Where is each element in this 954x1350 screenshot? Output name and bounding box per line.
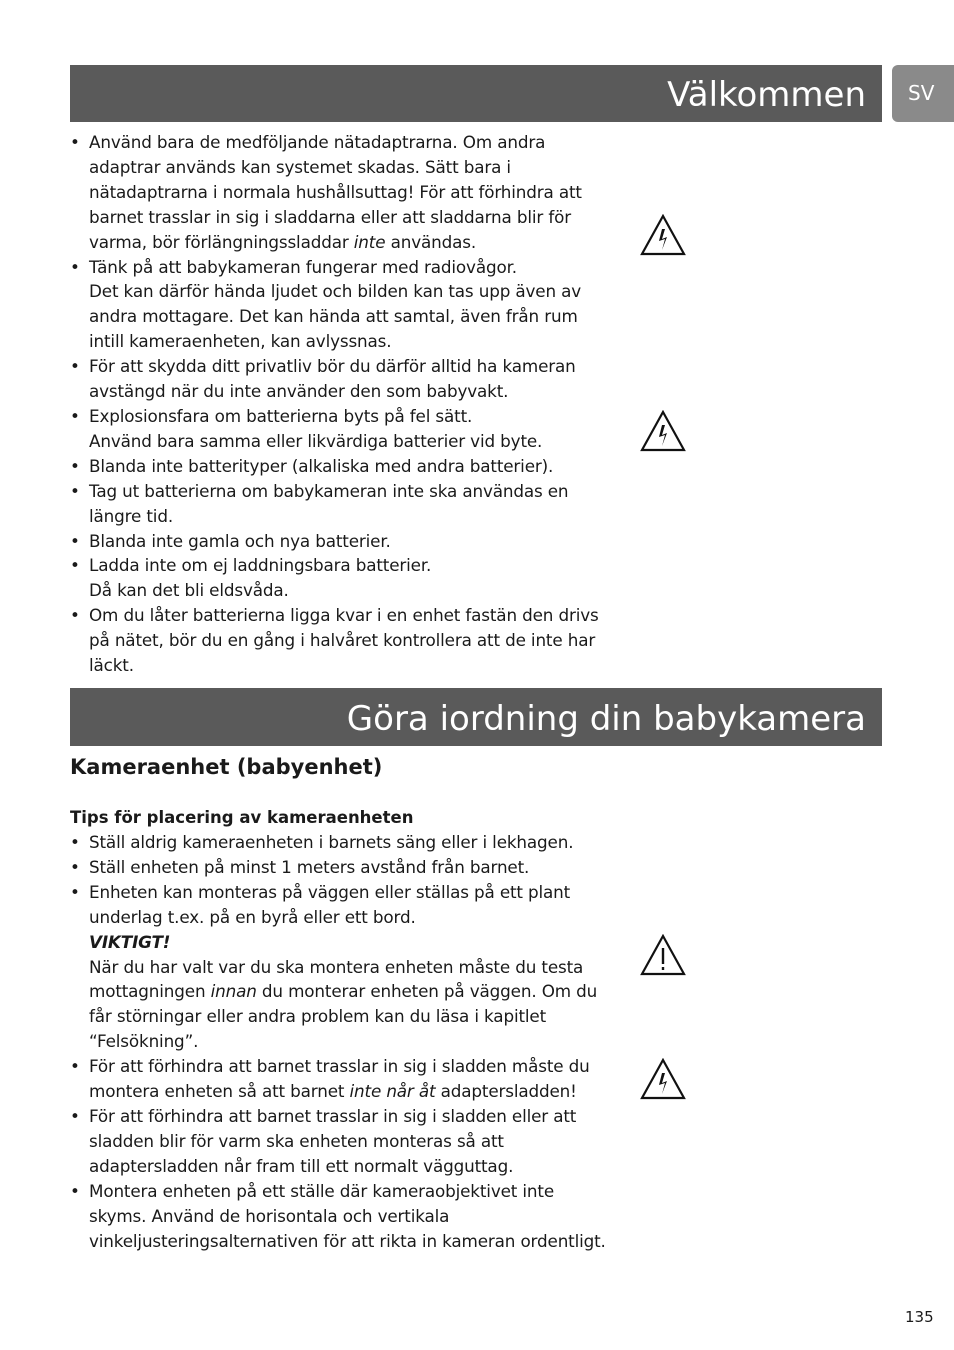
- text-part: mottagningen: [89, 981, 211, 1002]
- placement-tips-list: [70, 830, 610, 1253]
- text-line: vinkeljusteringsalternativen för att rikta in kameran ordentligt.: [89, 1230, 606, 1251]
- list-item: [70, 130, 610, 255]
- section-heading: Kameraenhet (babyenhet): [70, 755, 383, 779]
- text-part: varma, bör förlängningssladdar: [89, 231, 354, 252]
- list-item: [70, 855, 610, 880]
- text-line: • Ställ enheten på minst 1 meters avstånd från barnet.: [89, 856, 530, 877]
- list-item: [70, 830, 610, 855]
- list-item: [70, 354, 610, 404]
- emphasis: inte når åt: [349, 1081, 436, 1102]
- list-item: [70, 529, 610, 554]
- list-item: [70, 603, 610, 678]
- text-line: • Använd bara de medföljande nätadaptrarna. Om andra: [89, 132, 546, 152]
- text-line: Använd bara samma eller likvärdiga batterier vid byte.: [89, 430, 543, 451]
- text-line: underlag t.ex. på en byrå eller ett bord.: [89, 906, 416, 927]
- text-line: • Ladda inte om ej laddningsbara batterier.: [89, 555, 432, 576]
- text-line: adaptersladden når fram till ett normalt vägguttag.: [89, 1155, 514, 1176]
- safety-list: [70, 130, 610, 678]
- text-line: sladden blir för varm ska enheten monteras så att: [89, 1130, 504, 1151]
- text-line: Det kan därför hända ljudet och bilden kan tas upp även av: [89, 281, 582, 302]
- electric-hazard-icon: [640, 1058, 686, 1100]
- text-line: på nätet, bör du en gång i halvåret kontrollera att de inte har: [89, 630, 596, 651]
- list-item: [70, 1054, 610, 1104]
- text-line: avstängd när du inte använder den som babyvakt.: [89, 381, 509, 402]
- page-title: Välkommen: [667, 75, 866, 115]
- text-line: • För att skydda ditt privatliv bör du därför alltid ha kameran: [89, 356, 576, 377]
- text-line: intill kameraenheten, kan avlyssnas.: [89, 331, 392, 352]
- text-line: nätadaptrarna i normala hushållsuttag! För att förhindra att: [89, 181, 582, 202]
- text-line: andra mottagare. Det kan hända att samtal, även från rum: [89, 306, 578, 327]
- list-item: [70, 553, 610, 603]
- text-line: [89, 1079, 610, 1104]
- list-item: [70, 255, 610, 355]
- text-line: • För att förhindra att barnet trasslar in sig i sladden eller att: [89, 1105, 577, 1126]
- text-part: användas.: [385, 231, 477, 252]
- text-line: • För att förhindra att barnet trasslar in sig i sladden måste du: [89, 1056, 590, 1077]
- electric-hazard-icon: [640, 410, 686, 452]
- text-line: längre tid.: [89, 505, 174, 526]
- emphasis: inte: [353, 231, 386, 252]
- text-line: • Tänk på att babykameran fungerar med radiovågor.: [89, 256, 517, 277]
- text-part: adaptersladden!: [435, 1081, 577, 1102]
- text-line: • Enheten kan monteras på väggen eller ställas på ett plant: [89, 881, 571, 902]
- text-line: [89, 979, 610, 1004]
- text-line: • Montera enheten på ett ställe där kameraobjektivet inte: [89, 1180, 554, 1201]
- text-line: barnet trasslar in sig i sladdarna eller att sladdarna blir för: [89, 206, 571, 227]
- list-item: [70, 479, 610, 529]
- tips-heading: Tips för placering av kameraenheten: [70, 808, 414, 827]
- caution-icon: [640, 934, 686, 976]
- text-line: • Om du låter batterierna ligga kvar i en enhet fastän den drivs: [89, 605, 599, 626]
- page-title-bar: [70, 65, 882, 122]
- section-title: Göra iordning din babykamera: [346, 699, 866, 739]
- text-line: När du har valt var du ska montera enheten måste du testa: [89, 956, 584, 977]
- list-item: [70, 1104, 610, 1179]
- text-line: • Ställ aldrig kameraenheten i barnets säng eller i lekhagen.: [89, 832, 574, 852]
- text-line: • Explosionsfara om batterierna byts på fel sätt.: [89, 405, 473, 426]
- text-line: får störningar eller andra problem kan du läsa i kapitlet: [89, 1006, 547, 1027]
- language-tab: SV: [892, 65, 954, 122]
- important-label: VIKTIGT!: [89, 931, 171, 952]
- text-line: skyms. Använd de horisontala och vertikala: [89, 1205, 450, 1226]
- section-title-bar: [70, 688, 882, 746]
- page-number: 135: [905, 1308, 934, 1326]
- text-part: du monterar enheten på väggen. Om du: [256, 981, 598, 1002]
- text-part: montera enheten så att barnet: [89, 1081, 350, 1102]
- text-line: Då kan det bli eldsvåda.: [89, 580, 289, 601]
- list-item: [70, 454, 610, 479]
- text-line: • Blanda inte batterityper (alkaliska med andra batterier).: [89, 455, 554, 476]
- text-line: • Tag ut batterierna om babykameran inte ska användas en: [89, 480, 569, 501]
- list-item: [70, 404, 610, 454]
- text-line: “Felsökning”.: [89, 1031, 199, 1052]
- text-line: adaptrar används kan systemet skadas. Sätt bara i: [89, 156, 511, 177]
- text-line: läckt.: [89, 655, 134, 676]
- text-line: [89, 230, 610, 255]
- emphasis: innan: [210, 981, 257, 1002]
- text-line: • Blanda inte gamla och nya batterier.: [89, 530, 391, 551]
- list-item: [70, 880, 610, 1054]
- list-item: [70, 1179, 610, 1254]
- electric-hazard-icon: [640, 214, 686, 256]
